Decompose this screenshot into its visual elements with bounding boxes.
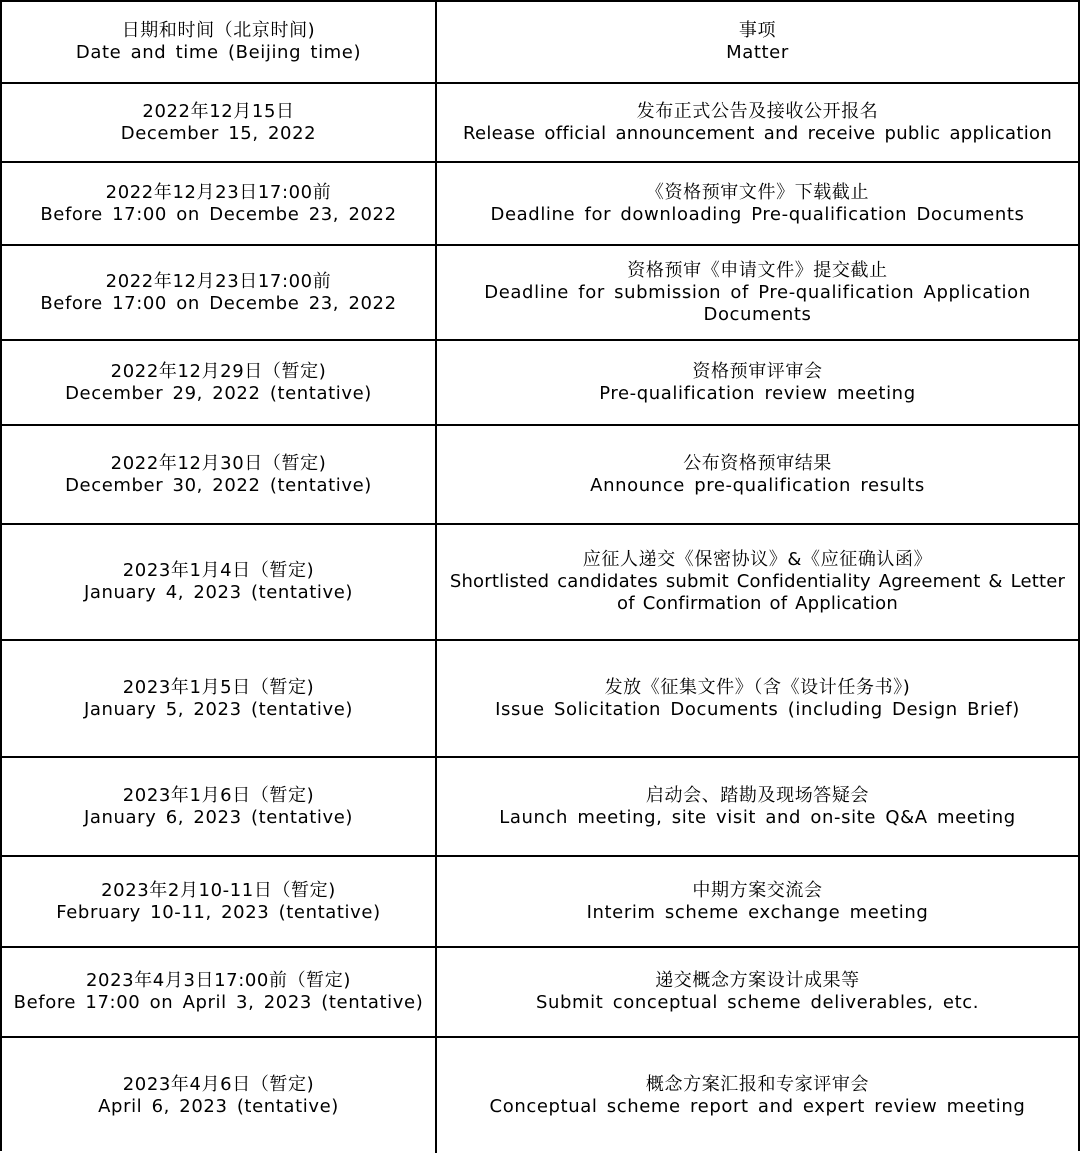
matter-cn: 发放《征集文件》（含《设计任务书》)	[604, 676, 911, 698]
date-cn: 2023年1月5日（暂定)	[122, 676, 315, 698]
matter-cn: 应征人递交《保密协议》&《应征确认函》	[582, 549, 933, 570]
matter-cn: 递交概念方案设计成果等	[655, 970, 860, 991]
matter-en: Interim scheme exchange meeting	[586, 901, 929, 923]
table-row	[2, 948, 1078, 1038]
table-row	[2, 857, 1078, 948]
matter-en: Conceptual scheme report and expert review meeting	[489, 1095, 1026, 1117]
matter-en: Deadline for downloading Pre-qualification Documents	[490, 203, 1025, 225]
matter-cell	[437, 163, 1078, 244]
table-row	[2, 84, 1078, 163]
date-cell	[2, 84, 437, 161]
matter-en: Shortlisted candidates submit Confidentiality Agreement & Letter of Confirmation of Application	[449, 571, 1066, 614]
date-en: Before 17:00 on Decembe 23, 2022	[40, 292, 397, 314]
matter-cn: 资格预审《申请文件》提交截止	[627, 259, 888, 281]
header-matter-cn: 事项	[738, 20, 777, 41]
matter-cell	[437, 1038, 1078, 1153]
matter-cell	[437, 525, 1078, 639]
date-en: February 10-11, 2023 (tentative)	[56, 901, 381, 923]
date-en: December 29, 2022 (tentative)	[65, 382, 372, 404]
matter-cn: 发布正式公告及接收公开报名	[636, 100, 879, 122]
matter-en: Pre-qualification review meeting	[599, 382, 916, 404]
table-row	[2, 246, 1078, 341]
matter-en: Announce pre-qualification results	[590, 474, 925, 496]
date-cell	[2, 426, 437, 523]
matter-en: Release official announcement and receive public application	[462, 122, 1053, 144]
date-cell	[2, 341, 437, 424]
matter-en: Submit conceptual scheme deliverables, etc.	[535, 992, 980, 1013]
matter-cn: 资格预审评审会	[692, 360, 823, 382]
table-row	[2, 1038, 1078, 1153]
header-date-en: Date and time (Beijing time)	[75, 42, 362, 63]
date-en: December 15, 2022	[120, 122, 317, 144]
matter-cell	[437, 948, 1078, 1036]
table-header-row	[2, 2, 1078, 84]
matter-en: Deadline for submission of Pre-qualification Application Documents	[484, 281, 1031, 325]
date-cn: 2022年12月29日（暂定)	[110, 360, 327, 382]
matter-cell	[437, 341, 1078, 424]
date-en: January 4, 2023 (tentative)	[83, 582, 354, 603]
matter-cn: 公布资格预审结果	[683, 452, 832, 474]
matter-cell	[437, 84, 1078, 161]
table-row	[2, 163, 1078, 246]
date-cell	[2, 163, 437, 244]
date-cell	[2, 758, 437, 855]
matter-cell	[437, 758, 1078, 855]
matter-en: Launch meeting, site visit and on-site Q&A meeting	[499, 806, 1016, 828]
matter-cn: 《资格预审文件》下载截止	[645, 181, 870, 203]
date-cn: 2022年12月15日	[142, 100, 295, 122]
header-date-cn: 日期和时间（北京时间)	[121, 20, 316, 41]
date-cn: 2023年1月6日（暂定)	[122, 784, 315, 806]
table-row	[2, 341, 1078, 426]
table-row	[2, 426, 1078, 525]
table-row	[2, 641, 1078, 758]
date-cell	[2, 641, 437, 756]
matter-cell	[437, 641, 1078, 756]
date-cell	[2, 948, 437, 1036]
matter-cell	[437, 246, 1078, 339]
date-en: Before 17:00 on Decembe 23, 2022	[40, 203, 397, 225]
matter-en: Issue Solicitation Documents (including Design Brief)	[495, 698, 1020, 720]
header-matter-en: Matter	[726, 42, 789, 63]
date-cn: 2023年4月6日（暂定)	[122, 1073, 315, 1095]
date-cell	[2, 246, 437, 339]
table-row	[2, 525, 1078, 641]
date-en: January 5, 2023 (tentative)	[83, 698, 354, 720]
matter-cn: 启动会、踏勘及现场答疑会	[645, 784, 870, 806]
header-matter-cell	[437, 2, 1078, 82]
matter-cn: 中期方案交流会	[692, 879, 823, 901]
date-en: January 6, 2023 (tentative)	[83, 806, 354, 828]
date-en: April 6, 2023 (tentative)	[98, 1095, 339, 1117]
date-cn: 2022年12月23日17:00前	[105, 270, 332, 292]
date-cell	[2, 1038, 437, 1153]
date-cn: 2023年2月10-11日（暂定)	[101, 879, 336, 901]
date-cell	[2, 857, 437, 946]
date-cn: 2022年12月30日（暂定)	[110, 452, 327, 474]
header-date-cell	[2, 2, 437, 82]
matter-cell	[437, 857, 1078, 946]
date-cn: 2022年12月23日17:00前	[105, 181, 332, 203]
matter-cn: 概念方案汇报和专家评审会	[645, 1073, 870, 1095]
date-cn: 2023年1月4日（暂定)	[122, 560, 315, 581]
table-row	[2, 758, 1078, 857]
date-en: December 30, 2022 (tentative)	[65, 474, 372, 496]
date-cn: 2023年4月3日17:00前（暂定)	[85, 970, 351, 991]
date-en: Before 17:00 on April 3, 2023 (tentative)	[13, 992, 424, 1013]
date-cell	[2, 525, 437, 639]
matter-cell	[437, 426, 1078, 523]
